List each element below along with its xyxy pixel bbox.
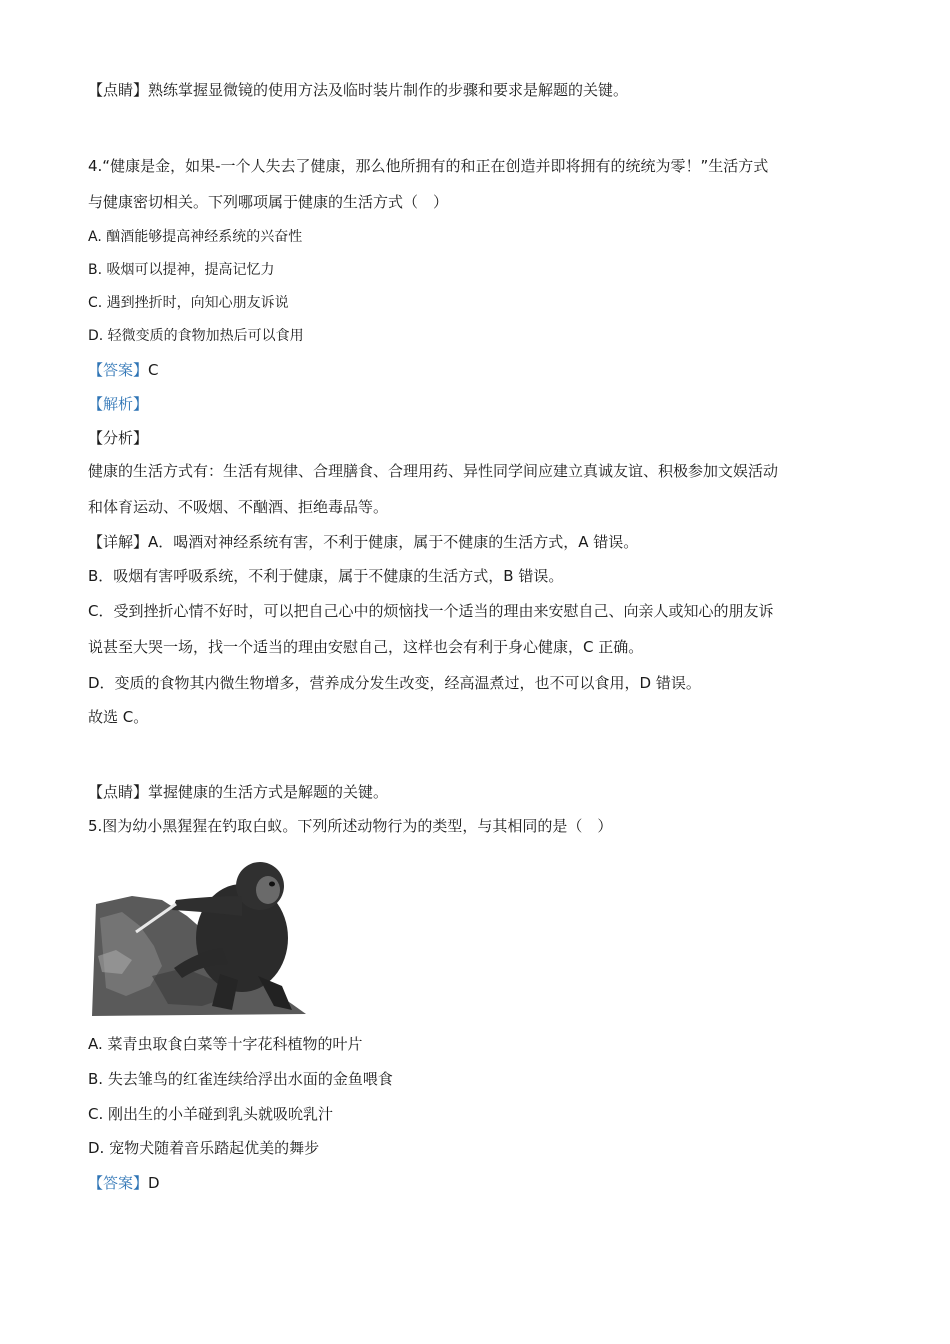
- q5-stem: 5.图为幼小黑猩猩在钓取白蚁。下列所述动物行为的类型，与其相同的是（ ）: [88, 817, 613, 835]
- q4-conclusion: 故选 C。: [88, 708, 149, 726]
- q5-answer: [88, 1173, 160, 1193]
- tip-tag: 【点睛】: [88, 783, 149, 801]
- q5-option-c: C. 刚出生的小羊碰到乳头就吸吮乳汁: [88, 1105, 334, 1123]
- detail-tag: 【详解】: [88, 533, 149, 551]
- tip-text: 熟练掌握显微镜的使用方法及临时装片制作的步骤和要求是解题的关键。: [148, 81, 629, 99]
- tip-q3: [88, 80, 628, 100]
- q4-option-c: C. 遇到挫折时，向知心朋友诉说: [88, 295, 289, 311]
- answer-tag: 【答案】: [88, 1174, 149, 1192]
- q4-answer: [88, 360, 159, 380]
- q4-stem-line2: 与健康密切相关。下列哪项属于健康的生活方式（ ）: [88, 193, 449, 211]
- q4-detail-b: B．吸烟有害呼吸系统，不利于健康，属于不健康的生活方式，B 错误。: [88, 567, 564, 585]
- q4-option-b: B. 吸烟可以提神，提高记忆力: [88, 262, 275, 278]
- chimpanzee-fishing-termites-image: [92, 856, 310, 1018]
- tip-text: 掌握健康的生活方式是解题的关键。: [148, 783, 389, 801]
- q4-stem-line1: 4.“健康是金，如果-一个人失去了健康，那么他所拥有的和正在创造并即将拥有的统统为零！”生活方式: [88, 157, 769, 175]
- answer-value: C: [148, 361, 159, 379]
- q4-option-d: D. 轻微变质的食物加热后可以食用: [88, 328, 304, 344]
- tip-tag: 【点睛】: [88, 81, 149, 99]
- q4-detail-d: D．变质的食物其内微生物增多，营养成分发生改变，经高温煮过，也不可以食用，D 错误。: [88, 674, 701, 692]
- q5-option-b: B. 失去雏鸟的红雀连续给浮出水面的金鱼喂食: [88, 1070, 393, 1088]
- q4-option-a: A. 酗酒能够提高神经系统的兴奋性: [88, 229, 303, 245]
- q4-detail-c2: 说甚至大哭一场，找一个适当的理由安慰自己，这样也会有利于身心健康，C 正确。: [88, 638, 644, 656]
- q5-option-d: D. 宠物犬随着音乐踏起优美的舞步: [88, 1139, 320, 1157]
- tip-q4: [88, 782, 388, 802]
- answer-tag: 【答案】: [88, 361, 149, 379]
- q5-option-a: A. 菜青虫取食白菜等十字花科植物的叶片: [88, 1035, 363, 1053]
- q4-analysis-tag: 【解析】: [88, 395, 149, 413]
- q4-fenxi-line2: 和体育运动、不吸烟、不酗酒、拒绝毒品等。: [88, 498, 389, 516]
- q4-detail-c1: C．受到挫折心情不好时，可以把自己心中的烦恼找一个适当的理由来安慰自己、向亲人或知心的朋友诉: [88, 602, 774, 620]
- answer-value: D: [148, 1174, 160, 1192]
- q4-fenxi-line1: 健康的生活方式有：生活有规律、合理膳食、合理用药、异性同学间应建立真诚友谊、积极参加文娱活动: [88, 462, 779, 480]
- detail-a-text: A．喝酒对神经系统有害，不利于健康，属于不健康的生活方式，A 错误。: [148, 533, 639, 551]
- q4-fenxi-tag: 【分析】: [88, 429, 149, 447]
- q4-detail-a: [88, 532, 638, 552]
